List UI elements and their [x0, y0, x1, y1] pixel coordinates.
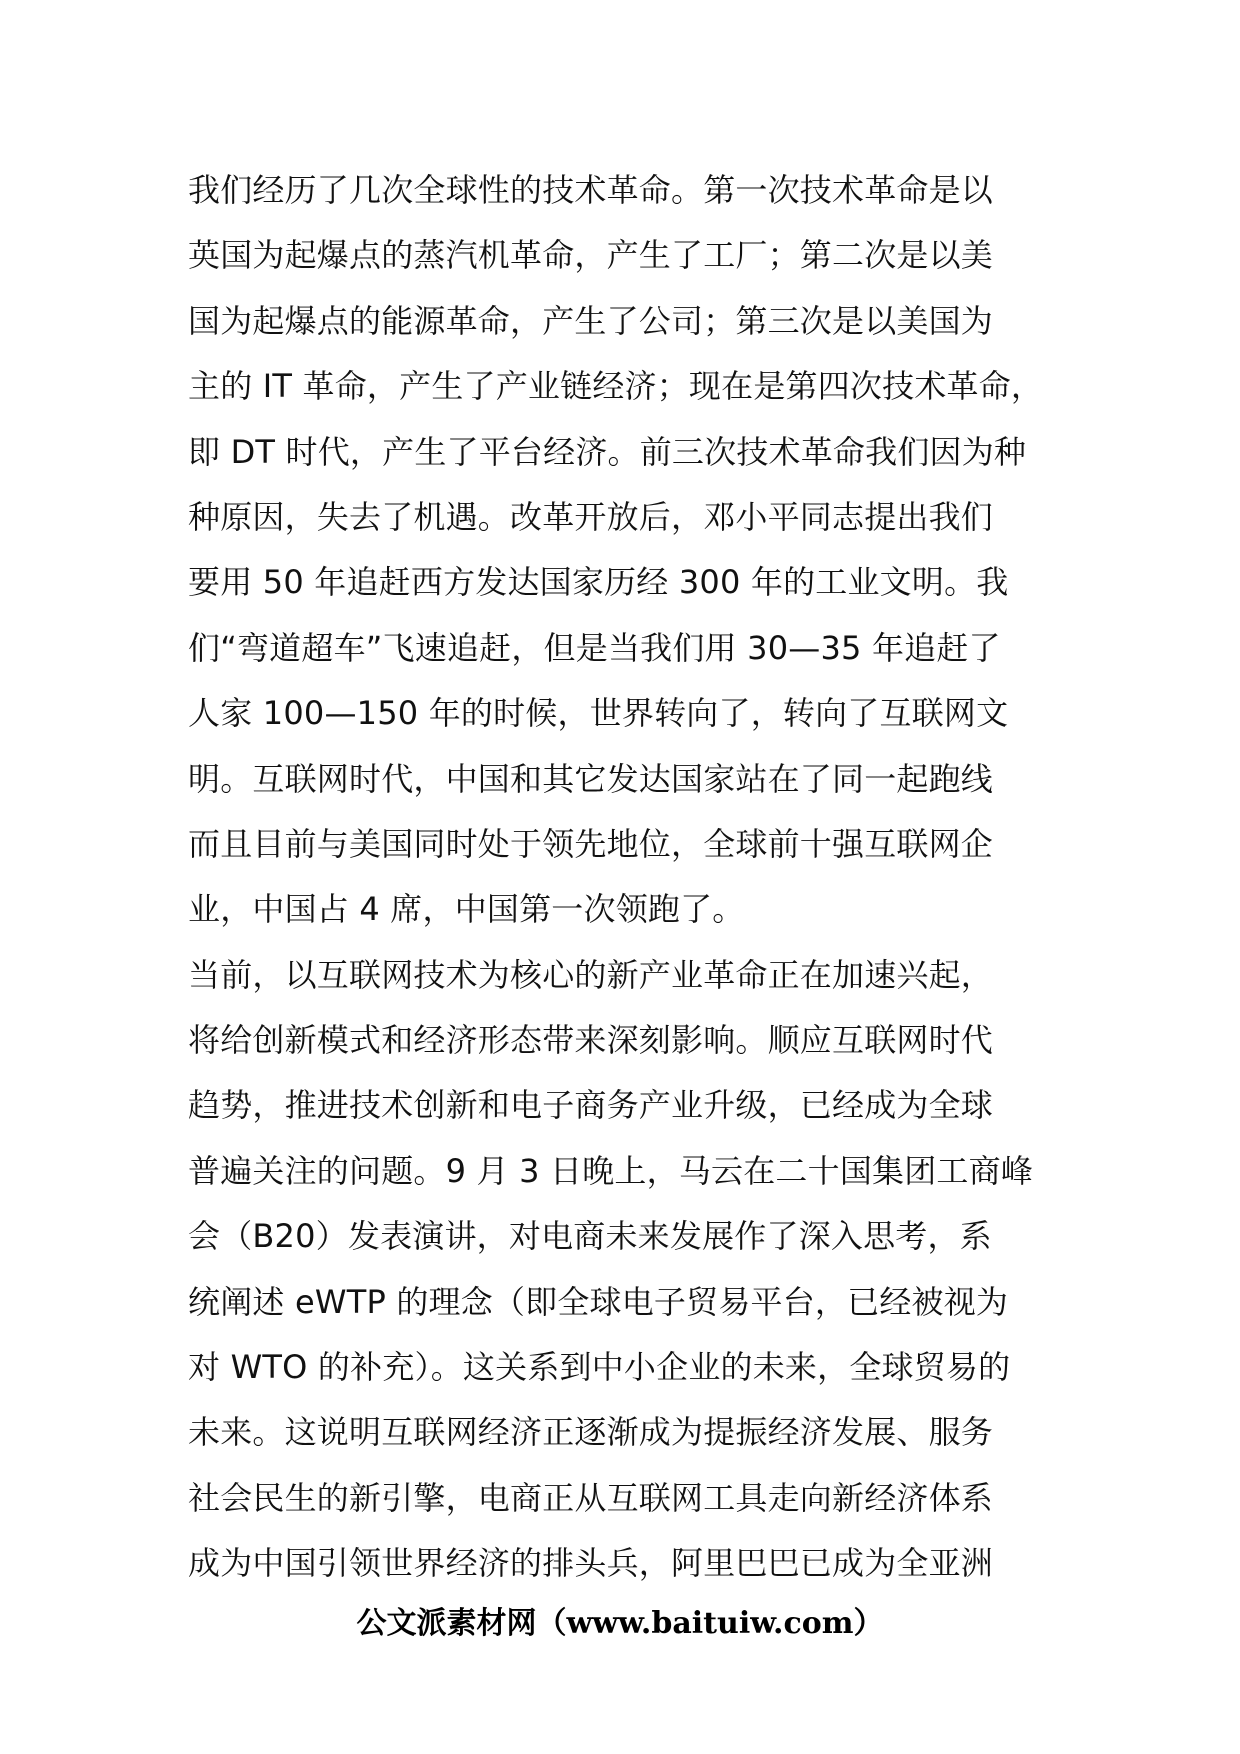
text-line: 们“弯道超车”飞速追赶，但是当我们用 30—35 年追赶了 [188, 628, 1001, 667]
text-line: 当前，以互联网技术为核心的新产业革命正在加速兴起， [188, 955, 994, 994]
text-line: 业，中国占 4 席，中国第一次领跑了。 [188, 890, 745, 929]
text-line: 主的 IT 革命，产生了产业链经济；现在是第四次技术革命， [188, 367, 1044, 406]
text-line: 普遍关注的问题。9 月 3 日晚上，马云在二十国集团工商峰 [188, 1151, 1034, 1190]
footer-source-label: 公文派素材网（www.baituiw.com） [356, 1606, 884, 1641]
text-line: 而且目前与美国同时处于领先地位，全球前十强互联网企 [188, 824, 994, 863]
text-line: 我们经历了几次全球性的技术革命。第一次技术革命是以 [188, 171, 994, 209]
body-text [188, 158, 1088, 1597]
text-line: 统阐述 eWTP 的理念（即全球电子贸易平台，已经被视为 [188, 1282, 1009, 1321]
text-line: 会（B20）发表演讲，对电商未来发展作了深入思考，系 [188, 1217, 992, 1256]
text-line: 要用 50 年追赶西方发达国家历经 300 年的工业文明。我 [188, 563, 1009, 602]
text-line: 英国为起爆点的蒸汽机革命，产生了工厂；第二次是以美 [188, 236, 994, 275]
text-line: 未来。这说明互联网经济正逐渐成为提振经济发展、服务 [188, 1413, 994, 1452]
text-line: 种原因，失去了机遇。改革开放后，邓小平同志提出我们 [188, 497, 994, 536]
text-line: 成为中国引领世界经济的排头兵，阿里巴巴已成为全亚洲 [188, 1544, 994, 1583]
text-line: 即 DT 时代，产生了平台经济。前三次技术革命我们因为种 [188, 432, 1027, 471]
text-line: 国为起爆点的能源革命，产生了公司；第三次是以美国为 [188, 301, 994, 340]
text-line: 人家 100—150 年的时候，世界转向了，转向了互联网文 [188, 694, 1009, 733]
text-line: 对 WTO 的补充）。这关系到中小企业的未来，全球贸易的 [188, 1348, 1011, 1387]
text-line: 将给创新模式和经济形态带来深刻影响。顺应互联网时代 [188, 1021, 994, 1060]
text-line: 社会民生的新引擎，电商正从互联网工具走向新经济体系 [188, 1478, 994, 1517]
text-line: 明。互联网时代，中国和其它发达国家站在了同一起跑线 [188, 759, 994, 798]
text-line: 趋势，推进技术创新和电子商务产业升级，已经成为全球 [188, 1086, 994, 1125]
